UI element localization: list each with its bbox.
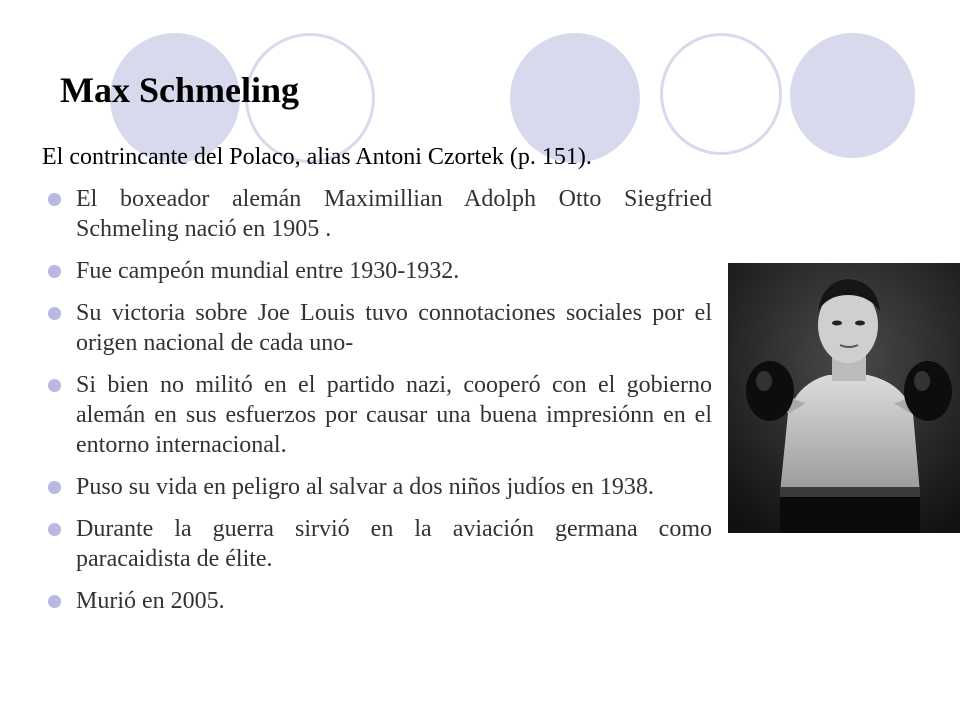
bullet-item <box>40 586 712 616</box>
bullet-item <box>40 370 712 460</box>
bullet-dot-icon <box>48 265 61 278</box>
bullet-dot-icon <box>48 481 61 494</box>
bullet-text: Durante la guerra sirvió en la aviación germana como paracaidista de élite. <box>76 516 712 572</box>
decor-circle-filled <box>790 33 915 158</box>
bullet-text: Murió en 2005. <box>76 588 225 614</box>
bullet-item <box>40 184 712 244</box>
bullet-dot-icon <box>48 379 61 392</box>
bullet-item <box>40 472 712 502</box>
bullet-dot-icon <box>48 595 61 608</box>
bullet-dot-icon <box>48 193 61 206</box>
bullet-item <box>40 256 712 286</box>
decor-circle-ring <box>660 33 782 155</box>
bullet-dot-icon <box>48 523 61 536</box>
bullet-text: Fue campeón mundial entre 1930-1932. <box>76 258 460 284</box>
bullet-text: Su victoria sobre Joe Louis tuvo connotaciones sociales por el origen nacional de cada uno- <box>76 300 712 356</box>
bullet-text: Si bien no militó en el partido nazi, cooperó con el gobierno alemán en sus esfuerzos por causar una buena impresiónn en el entorno internacional. <box>76 372 712 458</box>
boxer-photo <box>728 263 960 533</box>
bullet-text: Puso su vida en peligro al salvar a dos niños judíos en 1938. <box>76 474 654 500</box>
bullet-item <box>40 298 712 358</box>
boxer-photo-illustration <box>728 263 960 533</box>
slide-title: Max Schmeling <box>60 70 299 110</box>
bullet-item <box>40 514 712 574</box>
bullet-text: El boxeador alemán Maximillian Adolph Otto Siegfried Schmeling nació en 1905 . <box>76 186 712 242</box>
slide-subtitle: El contrincante del Polaco, alias Antoni Czortek (p. 151). <box>42 144 592 170</box>
bullet-dot-icon <box>48 307 61 320</box>
bullet-list <box>40 184 712 628</box>
